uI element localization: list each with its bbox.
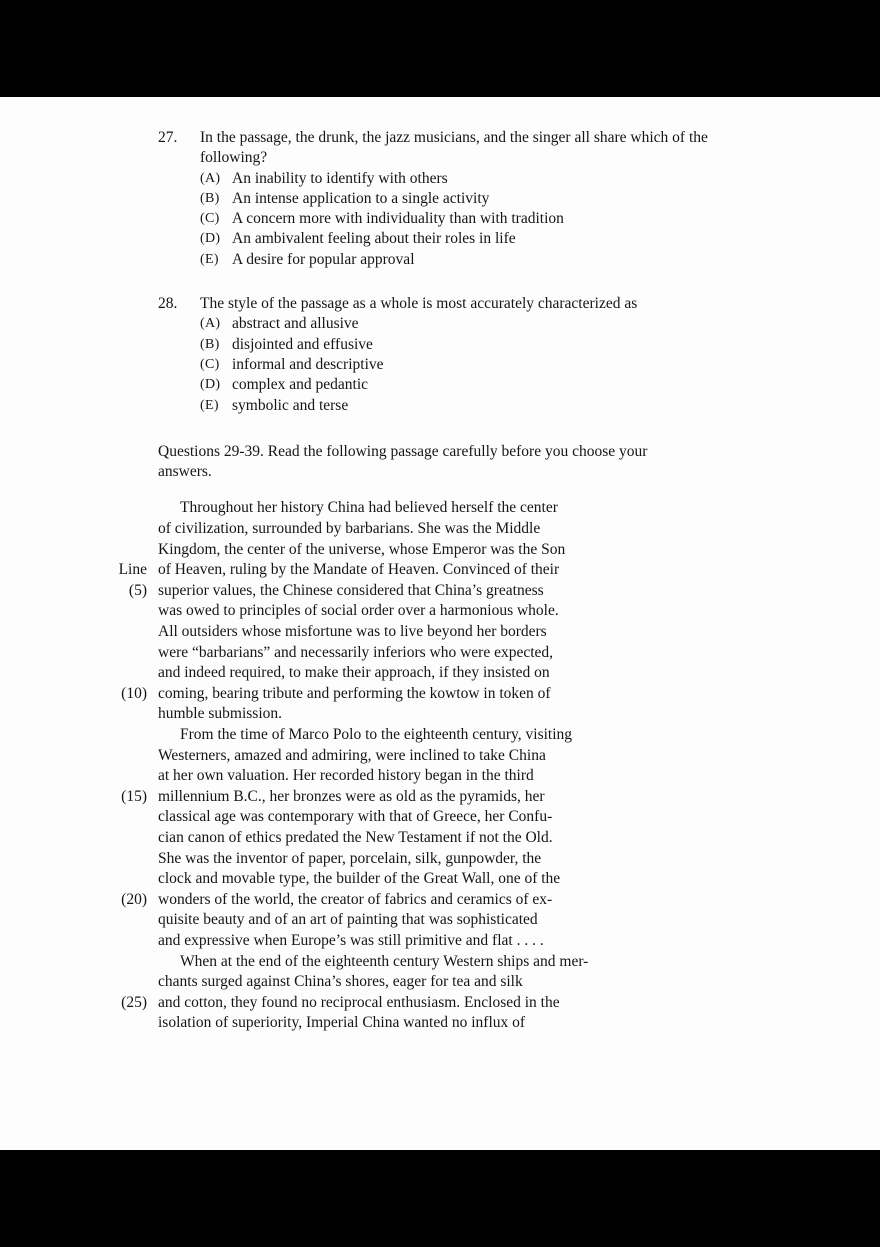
passage-line-text: classical age was contemporary with that of Greece, her Confu-: [158, 808, 553, 826]
question-stem: In the passage, the drunk, the jazz musicians, and the singer all share which of the following?: [200, 129, 708, 167]
passage-line: [100, 540, 880, 561]
choice-text: A desire for popular approval: [232, 250, 415, 268]
choice-text: complex and pedantic: [232, 376, 369, 394]
passage-line: [100, 952, 880, 973]
choice-text: informal and descriptive: [232, 355, 384, 373]
answer-choice: [200, 396, 720, 416]
question-body: [200, 128, 720, 270]
answer-choice: [200, 189, 720, 209]
answer-choice: [200, 355, 720, 375]
passage-line-text: of Heaven, ruling by the Mandate of Heaven. Convinced of their: [158, 561, 560, 579]
passage-line-text: Westerners, amazed and admiring, were inclined to take China: [158, 746, 546, 764]
choice-label: (D): [200, 377, 221, 393]
passage-line-text: She was the inventor of paper, porcelain, silk, gunpowder, the: [158, 849, 542, 867]
passage-line: [100, 601, 880, 622]
line-number-marker: [100, 972, 147, 993]
passage-line-text: isolation of superiority, Imperial China wanted no influx of: [158, 1014, 526, 1032]
line-number-marker: [100, 1013, 147, 1034]
passage-line: [100, 684, 880, 705]
question-number: 28.: [158, 295, 178, 313]
answer-choice: [200, 314, 720, 334]
passage-line-text: From the time of Marco Polo to the eighteenth century, visiting: [180, 725, 573, 743]
passage-line: [100, 972, 880, 993]
passage-line-text: were “barbarians” and necessarily inferiors who were expected,: [158, 643, 554, 661]
line-number-marker: [100, 849, 147, 870]
passage-line-text: was owed to principles of social order over a harmonious whole.: [158, 602, 559, 620]
line-number-marker: [100, 807, 147, 828]
line-number-marker: (5): [128, 581, 147, 599]
passage-line: [100, 643, 880, 664]
passage-line-text: at her own valuation. Her recorded history began in the third: [158, 767, 534, 785]
passage-instructions: Questions 29-39. Read the following passage carefully before you choose your answers.: [158, 442, 648, 481]
question-27: [158, 128, 720, 270]
line-number-marker: [100, 622, 147, 643]
passage-line: [100, 931, 880, 952]
choice-label: (D): [200, 231, 221, 247]
line-number-marker: [100, 519, 147, 540]
passage-line-text: clock and movable type, the builder of the Great Wall, one of the: [158, 870, 561, 888]
line-number-marker: [100, 498, 147, 519]
passage-line: [100, 849, 880, 870]
passage-line-text: coming, bearing tribute and performing the kowtow in token of: [158, 684, 551, 702]
choice-text: A concern more with individuality than with tradition: [232, 210, 564, 228]
passage-line: [100, 725, 880, 746]
passage-line-text: When at the end of the eighteenth century Western ships and mer-: [180, 952, 589, 970]
line-number-marker: [100, 828, 147, 849]
passage-line: [100, 581, 880, 602]
line-number-marker: [100, 725, 147, 746]
passage-line: [100, 993, 880, 1014]
passage-line: [100, 519, 880, 540]
questions-section: [158, 128, 880, 416]
passage-line: [100, 890, 880, 911]
passage-line: [100, 560, 880, 581]
passage-line-text: quisite beauty and of an art of painting that was sophisticated: [158, 911, 538, 929]
passage-line-text: and cotton, they found no reciprocal enthusiasm. Enclosed in the: [158, 993, 560, 1011]
choice-label: (E): [200, 397, 219, 413]
choice-text: symbolic and terse: [232, 396, 349, 414]
passage-line-text: superior values, the Chinese considered that China’s greatness: [158, 581, 544, 599]
question-body: [200, 294, 720, 416]
answer-choice: [200, 250, 720, 270]
line-number-marker: Line: [118, 561, 147, 579]
line-number-marker: (25): [121, 993, 147, 1011]
answer-choice: [200, 375, 720, 395]
choice-text: abstract and allusive: [232, 315, 359, 333]
passage-line: [100, 787, 880, 808]
passage-line: [100, 869, 880, 890]
line-number-marker: [100, 766, 147, 787]
line-number-marker: [100, 910, 147, 931]
passage-line: [100, 807, 880, 828]
passage-line: [100, 766, 880, 787]
passage-line: [100, 663, 880, 684]
passage-line-text: of civilization, surrounded by barbarians. She was the Middle: [158, 520, 541, 538]
passage-line: [100, 746, 880, 767]
answer-choice: [200, 229, 720, 249]
passage-line-text: All outsiders whose misfortune was to live beyond her borders: [158, 623, 547, 641]
passage-section: [100, 498, 880, 1033]
line-number-marker: [100, 869, 147, 890]
passage-line: [100, 704, 880, 725]
passage-line-text: and indeed required, to make their approach, if they insisted on: [158, 664, 550, 682]
question-28: [158, 294, 720, 416]
line-number-marker: [100, 601, 147, 622]
choice-text: An ambivalent feeling about their roles in life: [232, 230, 516, 248]
line-number-marker: [100, 746, 147, 767]
choice-label: (C): [200, 211, 220, 227]
passage-line-text: cian canon of ethics predated the New Testament if not the Old.: [158, 828, 553, 846]
passage-line-text: humble submission.: [158, 705, 283, 723]
line-number-marker: (15): [121, 787, 147, 805]
answer-choices: [200, 314, 720, 415]
passage-line-text: and expressive when Europe’s was still primitive and flat . . . .: [158, 931, 544, 949]
passage-line-text: wonders of the world, the creator of fabrics and ceramics of ex-: [158, 890, 553, 908]
choice-label: (E): [200, 251, 219, 267]
question-stem: The style of the passage as a whole is most accurately characterized as: [200, 295, 638, 313]
choice-text: An intense application to a single activity: [232, 189, 490, 207]
line-number-marker: [100, 704, 147, 725]
choice-label: (B): [200, 336, 220, 352]
passage-line: [100, 498, 880, 519]
answer-choice: [200, 169, 720, 189]
choice-text: An inability to identify with others: [232, 169, 448, 187]
line-number-marker: [100, 952, 147, 973]
choice-label: (B): [200, 190, 220, 206]
line-number-marker: [100, 663, 147, 684]
passage-line-text: Kingdom, the center of the universe, whose Emperor was the Son: [158, 540, 566, 558]
choice-text: disjointed and effusive: [232, 335, 373, 353]
choice-label: (A): [200, 316, 221, 332]
passage-line: [100, 910, 880, 931]
passage-line-text: Throughout her history China had believed herself the center: [180, 499, 558, 517]
line-number-marker: [100, 643, 147, 664]
choice-label: (C): [200, 356, 220, 372]
question-number: 27.: [158, 129, 178, 146]
line-number-marker: (20): [121, 890, 147, 908]
page-content: [0, 97, 880, 1034]
answer-choice: [200, 335, 720, 355]
choice-label: (A): [200, 170, 221, 186]
passage-line: [100, 622, 880, 643]
passage-line: [100, 828, 880, 849]
answer-choice: [200, 209, 720, 229]
passage-line-text: millennium B.C., her bronzes were as old as the pyramids, her: [158, 787, 545, 805]
line-number-marker: [100, 931, 147, 952]
line-number-marker: (10): [121, 684, 147, 702]
answer-choices: [200, 169, 720, 270]
document-page: [0, 97, 880, 1150]
passage-line: [100, 1013, 880, 1034]
passage-line-text: chants surged against China’s shores, eager for tea and silk: [158, 973, 523, 991]
line-number-marker: [100, 540, 147, 561]
